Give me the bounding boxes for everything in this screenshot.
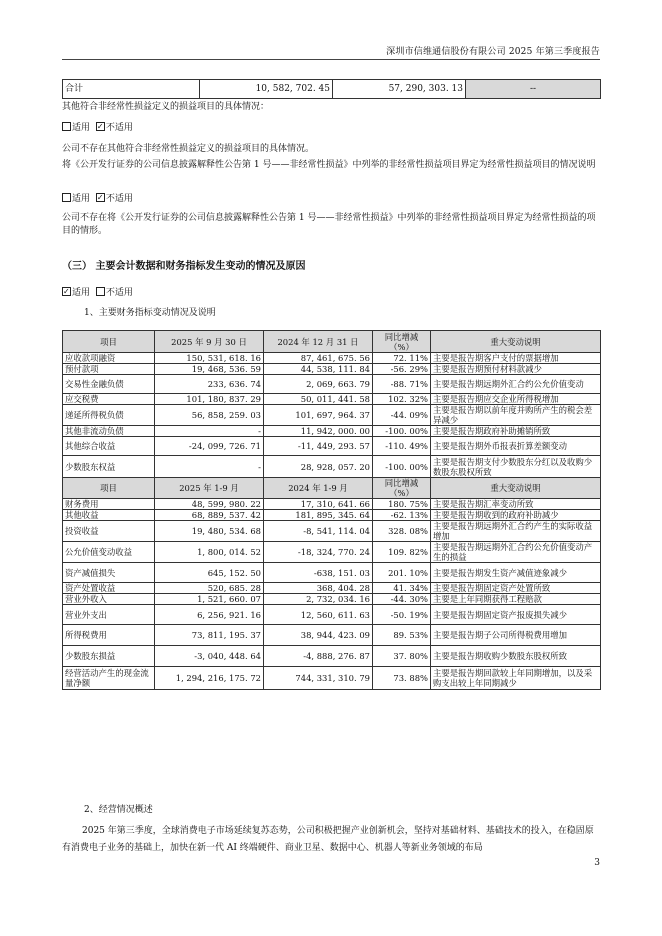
table-a-row bbox=[63, 405, 601, 426]
table-a-cell: 102. 32% bbox=[373, 394, 431, 405]
table-a-header-row bbox=[63, 331, 601, 353]
table-b-cell: 645, 152. 50 bbox=[155, 563, 264, 583]
applicable-choice-3 bbox=[62, 287, 602, 300]
choice-not-applicable: 不适用 bbox=[105, 194, 133, 204]
table-a-cell: 应收款项融资 bbox=[63, 353, 155, 364]
table-b-cell: 投资收益 bbox=[63, 521, 155, 542]
table-b-cell: 89. 53% bbox=[373, 625, 431, 646]
table-a-cell: -88. 71% bbox=[373, 375, 431, 394]
table-a-cell: 28, 928, 057. 20 bbox=[264, 456, 373, 478]
checkbox-empty-icon bbox=[62, 193, 71, 202]
table-b-cell: 38, 944, 423. 09 bbox=[264, 625, 373, 646]
table-b-cell: 2, 732, 034. 16 bbox=[264, 594, 373, 605]
table-b-cell: 所得税费用 bbox=[63, 625, 155, 646]
table-b-header-row bbox=[63, 478, 601, 499]
financial-indicators-table bbox=[62, 330, 601, 690]
checkbox-checked-icon bbox=[96, 122, 105, 131]
table-a-cell: 交易性金融负债 bbox=[63, 375, 155, 394]
total-value-2: 57, 290, 303. 13 bbox=[333, 80, 466, 99]
choice-not-applicable: 不适用 bbox=[105, 123, 133, 133]
table-b-cell: 其他收益 bbox=[63, 510, 155, 521]
table-a-cell: 150, 531, 618. 16 bbox=[155, 353, 264, 364]
table-b-row bbox=[63, 521, 601, 542]
checkbox-empty-icon bbox=[96, 287, 105, 296]
table-b-cell: 201. 10% bbox=[373, 563, 431, 583]
table-b-cell: 1, 800, 014. 52 bbox=[155, 542, 264, 563]
table-a-cell: 主要是报告期政府补助摊销所致 bbox=[431, 426, 601, 437]
table-b-cell: 180. 75% bbox=[373, 499, 431, 510]
table-a-cell: 101, 697, 964. 37 bbox=[264, 405, 373, 426]
table-b-cell: -62. 13% bbox=[373, 510, 431, 521]
table-b-row bbox=[63, 583, 601, 594]
table-b-cell: 资产处置收益 bbox=[63, 583, 155, 594]
table-a-header-cell: 项目 bbox=[63, 331, 155, 353]
checkbox-empty-icon bbox=[62, 122, 71, 131]
table-b-cell: 主要是报告期远期外汇合约公允价值变动产生的损益 bbox=[431, 542, 601, 563]
table-b-cell: 主要是报告期固定资产处置所致 bbox=[431, 583, 601, 594]
table-b-cell: 6, 256, 921. 16 bbox=[155, 605, 264, 625]
total-row bbox=[63, 80, 601, 99]
choice-applicable: 适用 bbox=[72, 123, 91, 133]
table-b-header-cell: 2024 年 1-9 月 bbox=[264, 478, 373, 499]
table-b-cell: -50. 19% bbox=[373, 605, 431, 625]
table-b-cell: 1, 521, 660. 07 bbox=[155, 594, 264, 605]
table-a-row bbox=[63, 364, 601, 375]
table-b-header-cell: 项目 bbox=[63, 478, 155, 499]
table-a-cell: 11, 942, 000. 00 bbox=[264, 426, 373, 437]
table-a-cell: 主要是报告期客户支付的票据增加 bbox=[431, 353, 601, 364]
table-a-cell: 主要是报告期外币报表折算差额变动 bbox=[431, 437, 601, 456]
table-b-cell: 48, 599, 980. 22 bbox=[155, 499, 264, 510]
subsection-title-2: 2、经营情况概述 bbox=[84, 805, 153, 815]
table-a-header-cell: 同比增减（%） bbox=[373, 331, 431, 353]
table-b-cell: 520, 685. 28 bbox=[155, 583, 264, 594]
table-b-cell: 1, 294, 216, 175. 72 bbox=[155, 667, 264, 690]
table-b-cell: 19, 480, 534. 68 bbox=[155, 521, 264, 542]
checkbox-checked-icon bbox=[96, 193, 105, 202]
table-b-header-cell: 2025 年 1-9 月 bbox=[155, 478, 264, 499]
table-b-row bbox=[63, 625, 601, 646]
table-b-cell: -44. 30% bbox=[373, 594, 431, 605]
table-a-cell: -100. 00% bbox=[373, 456, 431, 478]
table-a-cell: 主要是报告期远期外汇合约公允价值变动 bbox=[431, 375, 601, 394]
total-value-1: 10, 582, 702. 45 bbox=[200, 80, 333, 99]
table-a-cell: 应交税费 bbox=[63, 394, 155, 405]
table-b-cell: 主要是报告期汇率变动所致 bbox=[431, 499, 601, 510]
table-a-cell: 递延所得税负债 bbox=[63, 405, 155, 426]
table-a-row bbox=[63, 426, 601, 437]
table-b-cell: 68, 889, 537. 42 bbox=[155, 510, 264, 521]
table-a-cell: 50, 011, 441. 58 bbox=[264, 394, 373, 405]
table-b-cell: 营业外支出 bbox=[63, 605, 155, 625]
choice-applicable: 适用 bbox=[72, 194, 91, 204]
table-b-cell: 主要是报告期收购少数股东股权所致 bbox=[431, 646, 601, 667]
table-b-header-cell: 重大变动说明 bbox=[431, 478, 601, 499]
table-a-cell: 主要是报告期以前年度并购所产生的税会差异减少 bbox=[431, 405, 601, 426]
para-no-reclassification: 公司不存在将《公开发行证券的公司信息披露解释性公告第 1 号——非经常性损益》中列举的非经常性损益项目界定为经常性损益的项目的情形。 bbox=[62, 213, 596, 236]
table-b-cell: 37. 80% bbox=[373, 646, 431, 667]
table-a-header-cell: 重大变动说明 bbox=[431, 331, 601, 353]
table-a-cell: -110. 49% bbox=[373, 437, 431, 456]
header-divider bbox=[62, 59, 600, 60]
total-value-3: -- bbox=[466, 80, 601, 99]
total-label: 合计 bbox=[63, 80, 200, 99]
table-a-cell: -56. 29% bbox=[373, 364, 431, 375]
table-a-cell: 19, 468, 536. 59 bbox=[155, 364, 264, 375]
section-title: （三） 主要会计数据和财务指标发生变动的情况及原因 bbox=[62, 261, 306, 272]
table-a-header-cell: 2025 年 9 月 30 日 bbox=[155, 331, 264, 353]
table-a-cell: -44. 09% bbox=[373, 405, 431, 426]
table-b-cell: 公允价值变动收益 bbox=[63, 542, 155, 563]
table-b-cell: 744, 331, 310. 79 bbox=[264, 667, 373, 690]
table-a-cell: 少数股东权益 bbox=[63, 456, 155, 478]
table-b-cell: 主要是报告期发生资产减值迹象减少 bbox=[431, 563, 601, 583]
table-b-cell: 主要是报告期回款较上年同期增加，以及采购支出较上年同期减少 bbox=[431, 667, 601, 690]
table-b-cell: 73. 88% bbox=[373, 667, 431, 690]
table-a-cell: 主要是报告期应交企业所得税增加 bbox=[431, 394, 601, 405]
table-a-cell: -100. 00% bbox=[373, 426, 431, 437]
choice-not-applicable: 不适用 bbox=[105, 288, 133, 298]
table-b-cell: -8, 541, 114. 04 bbox=[264, 521, 373, 542]
table-a-cell: 2, 069, 663. 79 bbox=[264, 375, 373, 394]
table-a-cell: - bbox=[155, 426, 264, 437]
table-b-cell: 经营活动产生的现金流量净额 bbox=[63, 667, 155, 690]
choice-applicable: 适用 bbox=[72, 288, 91, 298]
table-a-cell: 主要是报告期支付少数股东分红以及收购少数股东股权所致 bbox=[431, 456, 601, 478]
table-b-cell: 12, 560, 611. 63 bbox=[264, 605, 373, 625]
table-b-row bbox=[63, 510, 601, 521]
table-a-row bbox=[63, 394, 601, 405]
checkbox-checked-icon bbox=[62, 287, 71, 296]
table-b-cell: 41. 34% bbox=[373, 583, 431, 594]
table-b-cell: 181, 895, 345. 64 bbox=[264, 510, 373, 521]
table-b-cell: -4, 888, 276. 87 bbox=[264, 646, 373, 667]
table-b-cell: 主要是报告期子公司所得税费用增加 bbox=[431, 625, 601, 646]
table-b-row bbox=[63, 667, 601, 690]
table-b-cell: 少数股东损益 bbox=[63, 646, 155, 667]
table-b-cell: 主要是报告期固定资产报废损失减少 bbox=[431, 605, 601, 625]
table-b-row bbox=[63, 542, 601, 563]
table-b-header-cell: 同比增减（%） bbox=[373, 478, 431, 499]
table-b-cell: 73, 811, 195. 37 bbox=[155, 625, 264, 646]
table-b-row bbox=[63, 605, 601, 625]
table-a-cell: 56, 858, 259. 03 bbox=[155, 405, 264, 426]
para-business-overview: 2025 年第三季度，全球消费电子市场延续复苏态势，公司积极把握产业创新机会，坚持对基础材料、基础技术的投入，在稳固原有消费电子业务的基础上，加快在新一代 AI 终端硬件、商业卫星、数据中心、机器人等新业务领域的布局 bbox=[62, 826, 594, 853]
table-b-cell: 主要是上年同期获得工程赔款 bbox=[431, 594, 601, 605]
table-b-cell: 17, 310, 641. 66 bbox=[264, 499, 373, 510]
table-b-cell: 主要是报告期收到的政府补助减少 bbox=[431, 510, 601, 521]
table-a-row bbox=[63, 437, 601, 456]
table-a-cell: 44, 538, 111. 84 bbox=[264, 364, 373, 375]
table-a-cell: - bbox=[155, 456, 264, 478]
page-header: 深圳市信维通信股份有限公司 2025 年第三季度报告 bbox=[386, 47, 600, 57]
table-b-row bbox=[63, 563, 601, 583]
table-b-cell: 109. 82% bbox=[373, 542, 431, 563]
table-a-cell: 87, 461, 675. 56 bbox=[264, 353, 373, 364]
table-a-row bbox=[63, 456, 601, 478]
table-b-cell: 328. 08% bbox=[373, 521, 431, 542]
table-b-row bbox=[63, 499, 601, 510]
table-a-row bbox=[63, 375, 601, 394]
table-a-cell: 233, 636. 74 bbox=[155, 375, 264, 394]
table-b-row bbox=[63, 646, 601, 667]
table-a-cell: 主要是报告期预付材料款减少 bbox=[431, 364, 601, 375]
table-a-cell: 预付款项 bbox=[63, 364, 155, 375]
para-classification-note: 将《公开发行证券的公司信息披露解释性公告第 1 号——非经常性损益》中列举的非经常性损益项目界定为经常性损益项目的情况说明 bbox=[62, 160, 596, 170]
para-no-other-items: 公司不存在其他符合非经常性损益定义的损益项目的具体情况。 bbox=[62, 144, 315, 154]
page-number: 3 bbox=[594, 858, 600, 868]
table-b-cell: -638, 151. 03 bbox=[264, 563, 373, 583]
table-a-row bbox=[63, 353, 601, 364]
total-table bbox=[62, 79, 601, 99]
table-b-cell: -3, 040, 448. 64 bbox=[155, 646, 264, 667]
table-a-cell: 其他非流动负债 bbox=[63, 426, 155, 437]
table-a-cell: 101, 180, 837. 29 bbox=[155, 394, 264, 405]
subsection-title-1: 1、主要财务指标变动情况及说明 bbox=[84, 308, 216, 318]
para-other-items: 其他符合非经常性损益定义的损益项目的具体情况： bbox=[62, 102, 270, 112]
table-b-row bbox=[63, 594, 601, 605]
table-b-cell: 资产减值损失 bbox=[63, 563, 155, 583]
table-a-header-cell: 2024 年 12 月 31 日 bbox=[264, 331, 373, 353]
table-b-cell: 营业外收入 bbox=[63, 594, 155, 605]
table-a-cell: -24, 099, 726. 71 bbox=[155, 437, 264, 456]
table-b-cell: 主要是报告期远期外汇合约产生的实际收益增加 bbox=[431, 521, 601, 542]
table-a-cell: 其他综合收益 bbox=[63, 437, 155, 456]
applicable-choice-2 bbox=[62, 193, 602, 206]
table-a-cell: 72. 11% bbox=[373, 353, 431, 364]
table-b-cell: 368, 404. 28 bbox=[264, 583, 373, 594]
table-b-cell: 财务费用 bbox=[63, 499, 155, 510]
applicable-choice-1 bbox=[62, 122, 602, 135]
table-b-cell: -18, 324, 770. 24 bbox=[264, 542, 373, 563]
table-a-cell: -11, 449, 293. 57 bbox=[264, 437, 373, 456]
